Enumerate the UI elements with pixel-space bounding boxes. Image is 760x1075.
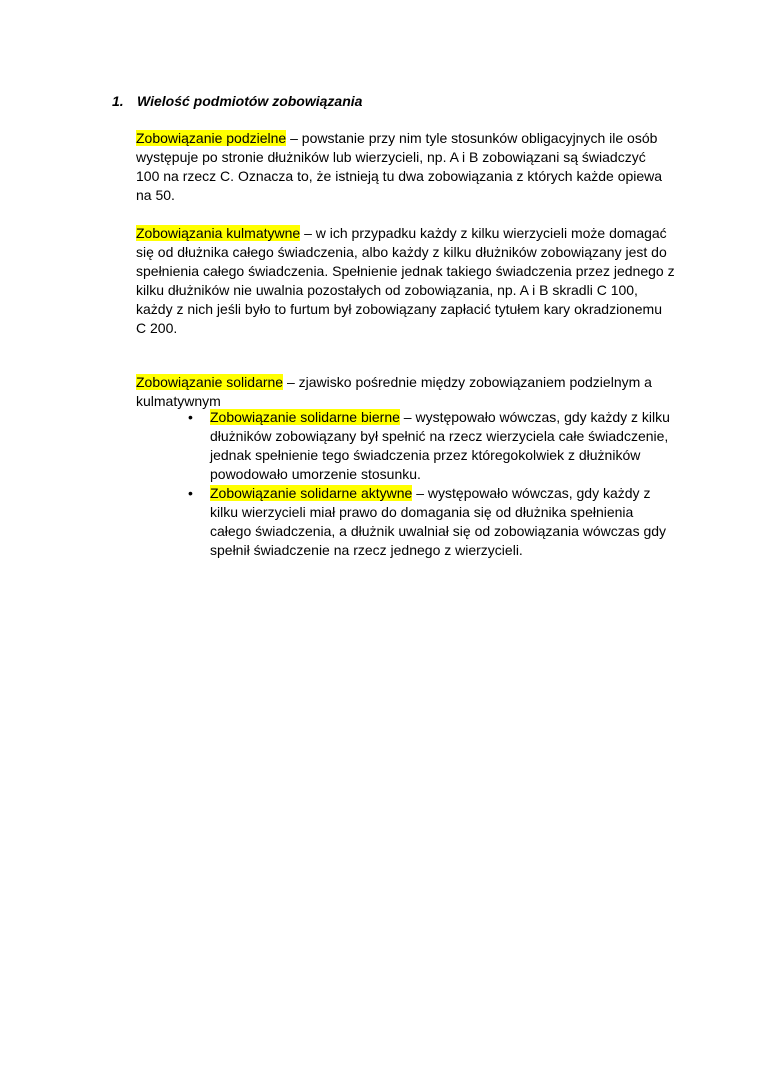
bullet-line: powodowało umorzenie stosunku. bbox=[210, 466, 421, 482]
paragraph-line: kulmatywnym bbox=[136, 393, 221, 409]
paragraph-kulmatywne bbox=[136, 224, 676, 338]
bullet-icon: • bbox=[188, 409, 193, 425]
paragraph-text: – w ich przypadku każdy z kilku wierzycieli może domagać bbox=[300, 225, 667, 241]
bullet-line: dłużników zobowiązany był spełnić na rzecz wierzyciela całe świadczenie, bbox=[210, 428, 669, 444]
highlighted-term: Zobowiązania kulmatywne bbox=[136, 225, 301, 241]
bullet-item-bierne bbox=[136, 408, 696, 484]
paragraph-line: na 50. bbox=[136, 187, 175, 203]
highlighted-term: Zobowiązanie podzielne bbox=[136, 130, 287, 146]
paragraph-podzielne bbox=[136, 129, 676, 205]
highlighted-term: Zobowiązanie solidarne aktywne bbox=[210, 485, 413, 501]
highlighted-term: Zobowiązanie solidarne bbox=[136, 374, 284, 390]
paragraph-line: występuje po stronie dłużników lub wierzycieli, np. A i B zobowiązani są świadczyć bbox=[136, 149, 646, 165]
highlighted-term: Zobowiązanie solidarne bierne bbox=[210, 409, 400, 425]
bullet-icon: • bbox=[188, 485, 193, 501]
bullet-line bbox=[210, 408, 696, 427]
paragraph-line bbox=[136, 373, 676, 392]
bullet-line bbox=[210, 484, 696, 503]
paragraph-line: się od dłużnika całego świadczenia, albo każdy z kilku dłużników zobowiązany jest do bbox=[136, 244, 667, 260]
paragraph-text: – zjawisko pośrednie między zobowiązaniem podzielnym a bbox=[283, 374, 652, 390]
paragraph-line bbox=[136, 129, 676, 148]
bullet-text: – występowało wówczas, gdy każdy z bbox=[412, 485, 651, 501]
section-heading bbox=[112, 92, 362, 110]
bullet-line: kilku wierzycieli miał prawo do domagania się od dłużnika spełnienia bbox=[210, 504, 634, 520]
paragraph-line: każdy z nich jeśli było to furtum był zobowiązany zapłacić tytułem kary okradzionemu bbox=[136, 301, 663, 317]
bullet-line: jednak spełnienie tego świadczenia przez któregokolwiek z dłużników bbox=[210, 447, 641, 463]
paragraph-line: kilku dłużników nie uwalnia pozostałych od zobowiązania, np. A i B skradli C 100, bbox=[136, 282, 638, 298]
paragraph-line bbox=[136, 224, 676, 243]
section-title: Wielość podmiotów zobowiązania bbox=[137, 93, 363, 109]
bullet-line: spełnił świadczenie na rzecz jednego z wierzycieli. bbox=[210, 542, 523, 558]
bullet-item-aktywne bbox=[136, 484, 696, 560]
paragraph-line: 100 na rzecz C. Oznacza to, że istnieją tu dwa zobowiązania z których każde opiewa bbox=[136, 168, 663, 184]
bullet-line: całego świadczenia, a dłużnik uwalniał się od zobowiązania wówczas gdy bbox=[210, 523, 667, 539]
paragraph-text: – powstanie przy nim tyle stosunków obligacyjnych ile osób bbox=[286, 130, 658, 146]
paragraph-line: spełnienia całego świadczenia. Spełnienie jednak takiego świadczenia przez jednego z bbox=[136, 263, 675, 279]
bullet-text: – występowało wówczas, gdy każdy z kilku bbox=[399, 409, 670, 425]
section-number: 1. bbox=[112, 93, 124, 109]
paragraph-line: C 200. bbox=[136, 320, 178, 336]
bullet-list bbox=[136, 408, 696, 560]
paragraph-solidarne bbox=[136, 373, 676, 411]
